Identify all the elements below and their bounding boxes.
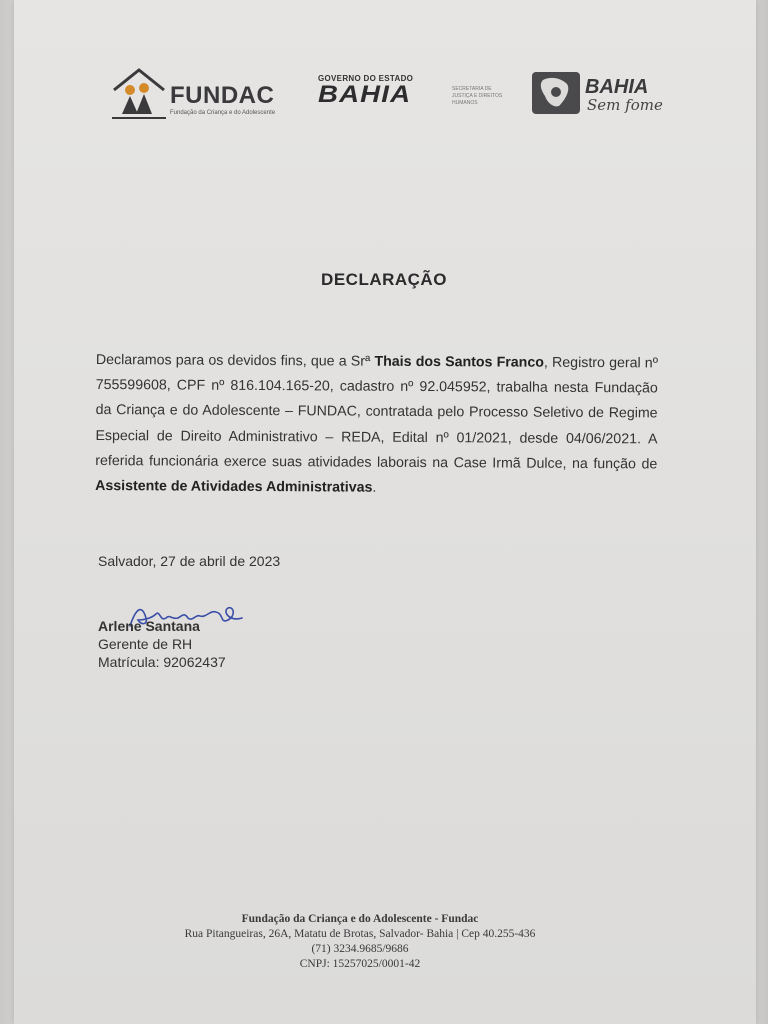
fundac-logo-subtitle: Fundação da Criança e do Adolescente bbox=[170, 110, 276, 116]
signatory-registration: Matrícula: 92062437 bbox=[98, 654, 226, 670]
government-logo-top: GOVERNO DO ESTADO bbox=[318, 74, 414, 83]
bahia-sem-fome-title: BAHIA bbox=[585, 76, 649, 98]
bahia-sem-fome-subtitle: Sem fome bbox=[587, 96, 663, 114]
footer-address: Rua Pitangueiras, 26A, Matatu de Brotas, Salvador- Bahia | Cep 40.255-436 bbox=[184, 928, 536, 940]
body-text-1: Declaramos para os devidos fins, que a Srª bbox=[95, 351, 375, 370]
footer-title: Fundação da Criança e do Adolescente - Fundac bbox=[241, 913, 479, 925]
employee-name: Thais dos Santos Franco bbox=[374, 353, 544, 371]
government-logo-state: BAHIA bbox=[318, 81, 412, 108]
body-text-2: , Registro geral nº 755599608, CPF nº 816.104.165-20, cadastro nº 92.045952, trabalha nesta Fundação da Criança e do Adolescente – FUNDAC, contratada pelo Processo Seletivo de Regime Especial de Direito Administrativo – REDA, Edital nº 01/2021, desde 04/06/2021. A referida funcionária exerce suas atividades laborais na Case Irmã Dulce, na função de bbox=[95, 354, 658, 473]
fundac-logo-name: FUNDAC bbox=[170, 82, 275, 109]
paper-sheet bbox=[14, 0, 756, 1024]
signatory-position: Gerente de RH bbox=[98, 636, 193, 652]
employee-role: Assistente de Atividades Administrativas bbox=[95, 478, 373, 496]
body-text-3: . bbox=[372, 479, 377, 496]
footer-cnpj: CNPJ: 15257025/0001-42 bbox=[299, 958, 421, 970]
bahia-sem-fome-logo bbox=[531, 70, 671, 118]
fundac-logo bbox=[110, 66, 280, 124]
place-date: Salvador, 27 de abril de 2023 bbox=[98, 553, 281, 569]
bahia-map-icon bbox=[531, 70, 581, 116]
document-footer bbox=[150, 912, 570, 972]
government-logo bbox=[318, 74, 508, 110]
declaration-body bbox=[95, 348, 658, 503]
fundac-house-icon bbox=[110, 66, 168, 124]
footer-phone: (71) 3234.9685/9686 bbox=[311, 943, 409, 955]
government-logo-secretariat: SECRETARIA DE JUSTIÇA E DIREITOS HUMANOS bbox=[452, 86, 503, 106]
document-title: DECLARAÇÃO bbox=[321, 270, 447, 289]
signatory-name: Arlene Santana bbox=[98, 618, 200, 634]
signature-block bbox=[98, 598, 358, 678]
